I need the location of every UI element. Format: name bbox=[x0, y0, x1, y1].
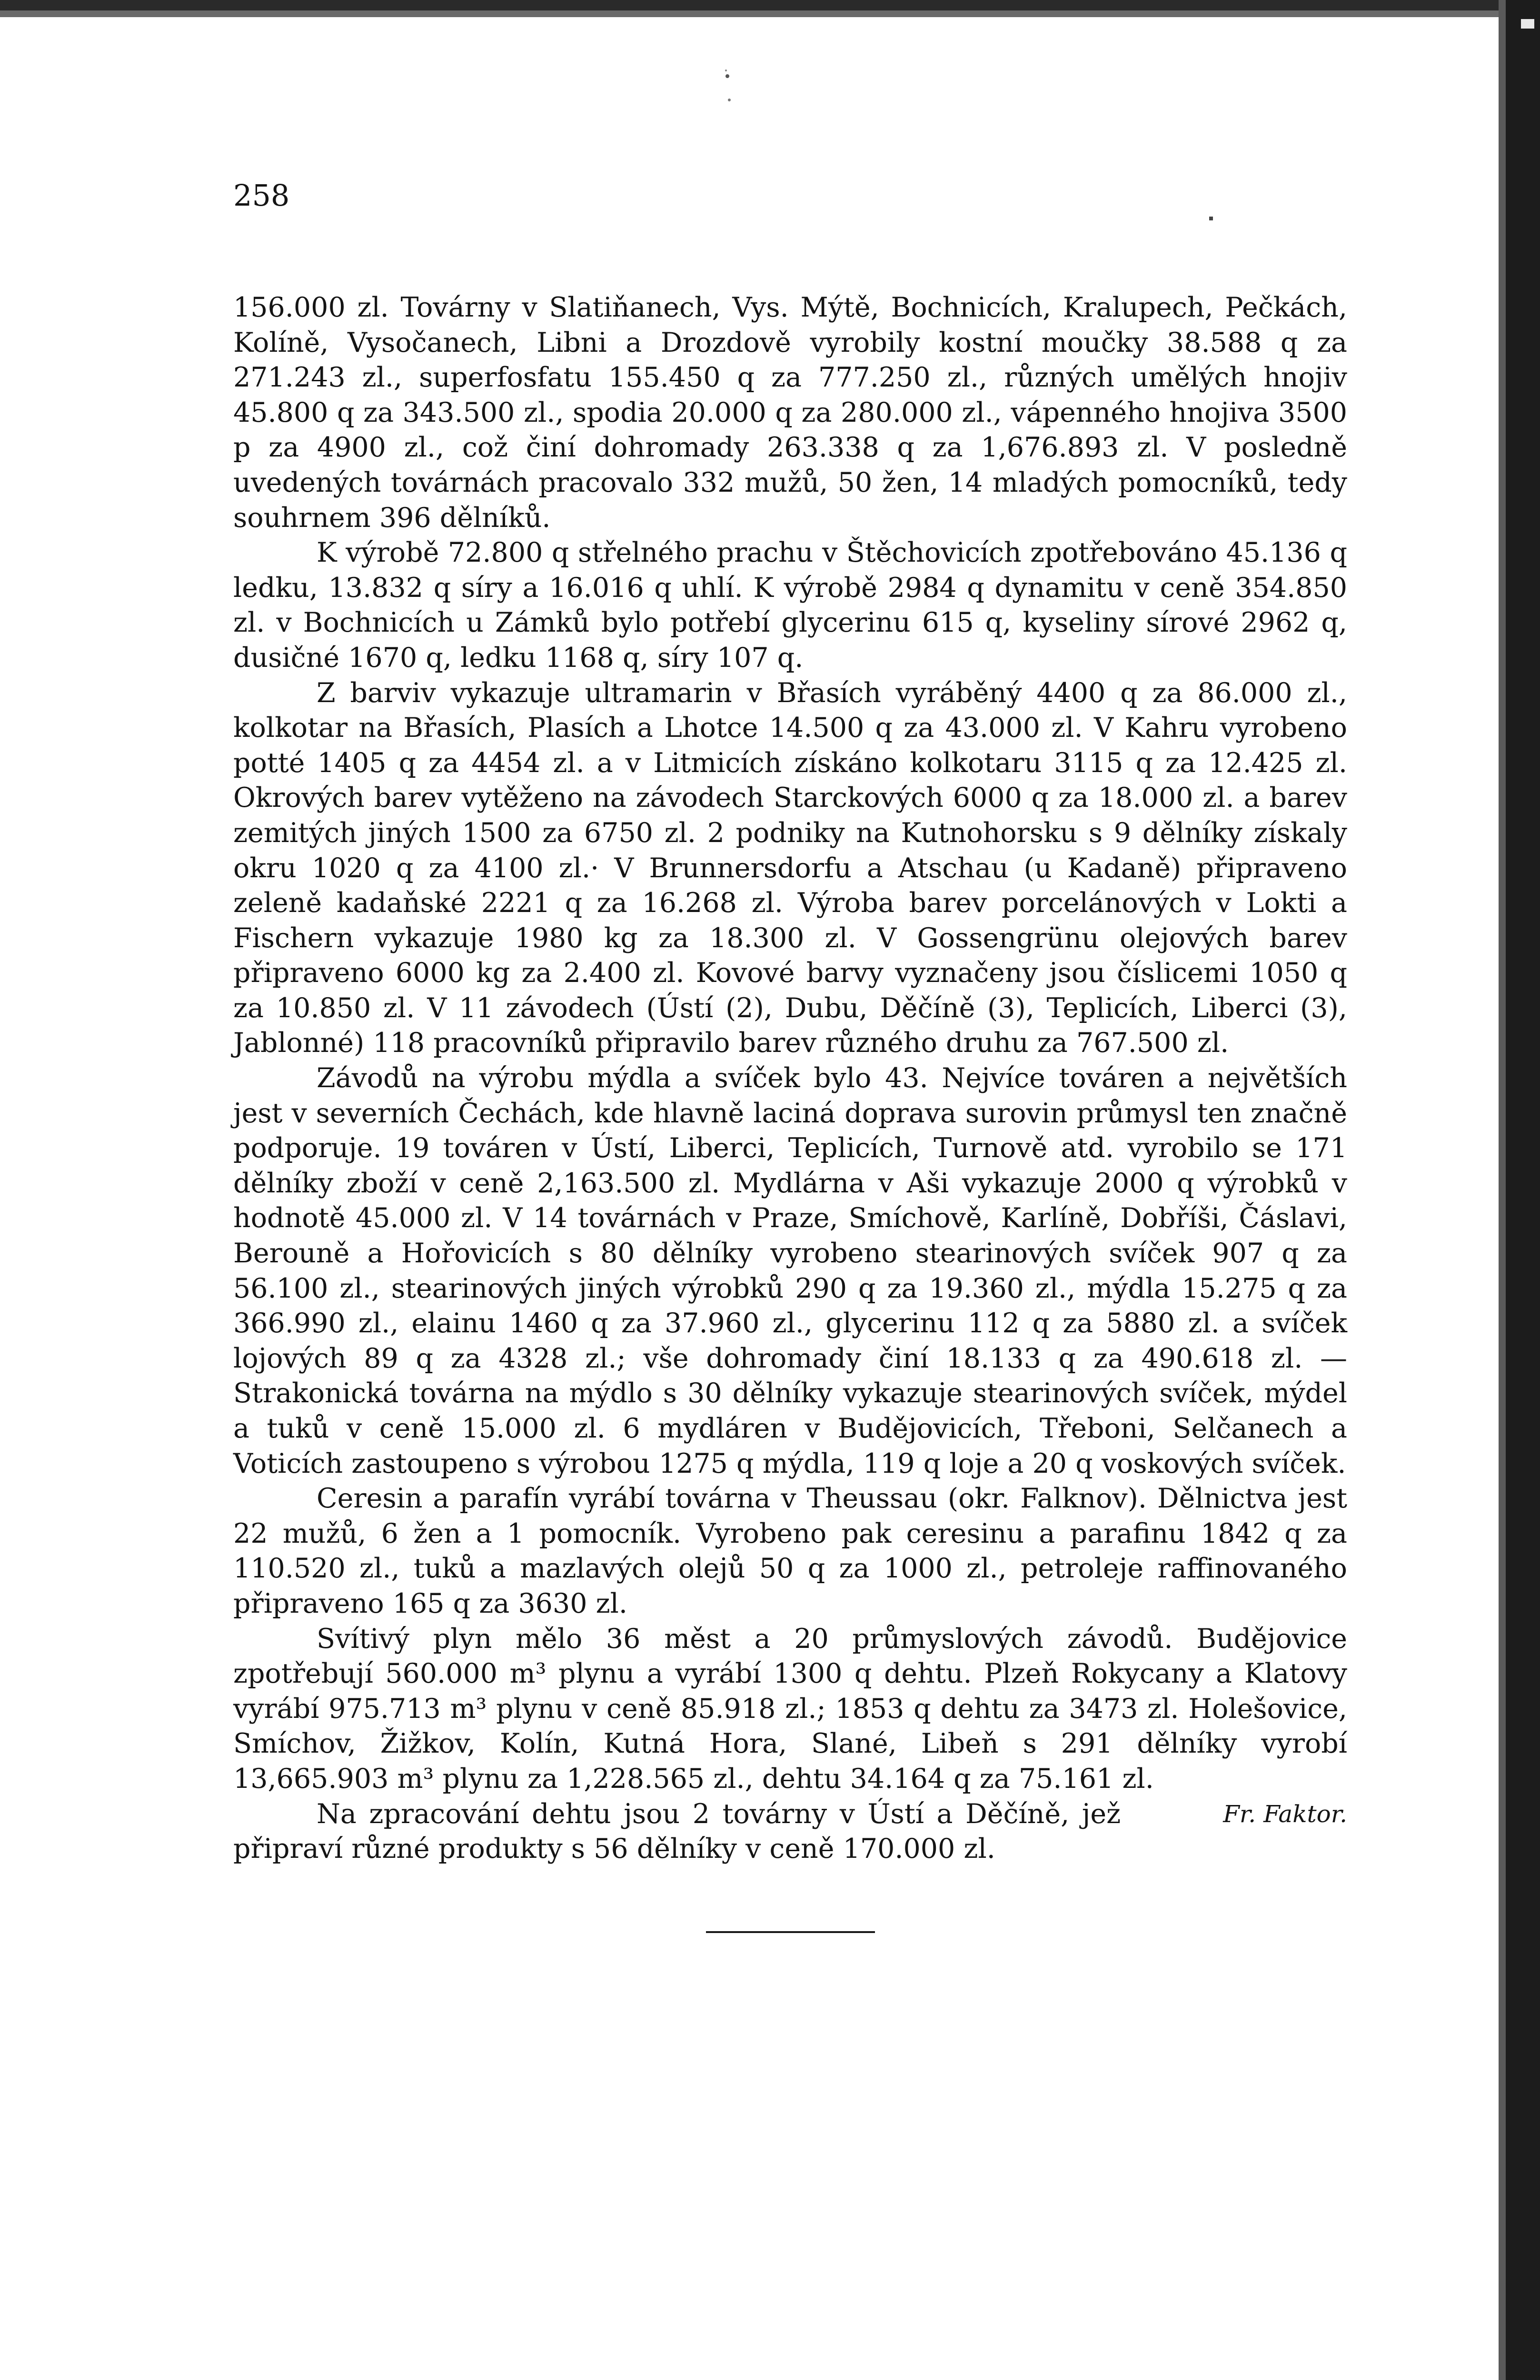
section-end-rule bbox=[706, 1931, 875, 1933]
body-text bbox=[233, 290, 1347, 1867]
paragraph-tar-text: Na zpracování dehtu jsou 2 továrny v Ústí a Děčíně, jež připraví různé produkty s 56 dělníky v ceně 170.000 zl. bbox=[233, 1798, 1121, 1865]
paragraph-gunpowder-dynamite: K výrobě 72.800 q střelného prachu v Štěchovicích zpotřebováno 45.136 q ledku, 13.832 q síry a 16.016 q uhlí. K výrobě 2984 q dynamitu v ceně 354.850 zl. v Bochnicích u Zámků bylo potřebí glycerinu 615 q, kyseliny sírové 2962 q, dusičné 1670 q, ledku 1168 q, síry 107 q. bbox=[233, 537, 1347, 674]
paragraph-lighting-gas: Svítivý plyn mělo 36 měst a 20 průmyslových závodů. Budějovice zpotřebují 560.000 m³ plynu a vyrábí 1300 q dehtu. Plzeň Rokycany a Klatovy vyrábí 975.713 m³ plynu v ceně 85.918 zl.; 1853 q dehtu za 3473 zl. Holešovice, Smíchov, Žižkov, Kolín, Kutná Hora, Slané, Libeň s 291 dělníky vyrobí 13,665.903 m³ plynu za 1,228.565 zl., dehtu 34.164 q za 75.161 zl. bbox=[233, 1623, 1347, 1795]
author-signature: Fr. Faktor. bbox=[1223, 1800, 1347, 1828]
paragraph-tar-processing bbox=[233, 1797, 1347, 1867]
paragraph-soap-candles: Závodů na výrobu mýdla a svíček bylo 43. Nejvíce továren a největších jest v severních Čechách, kde hlavně laciná doprava surovin průmysl ten značně podporuje. 19 továren v Ústí, Liberci, Teplicích, Turnově atd. vyrobilo se 171 dělníky zboží v ceně 2,163.500 zl. Mydlárna v Aši vykazuje 2000 q výrobků v hodnotě 45.000 zl. V 14 továrnách v Praze, Smíchově, Karlíně, Dobříši, Čáslavi, Berouně a Hořovicích s 80 dělníky vyrobeno stearinových svíček 907 q za 56.100 zl., stearinových jiných výrobků 290 q za 19.360 zl., mýdla 15.275 q za 366.990 zl., elainu 1460 q za 37.960 zl., glycerinu 112 q za 5880 zl. a svíček lojových 89 q za 4328 zl.; vše dohromady činí 18.133 q za 490.618 zl. — Strakonická továrna na mýdlo s 30 dělníky vykazuje stearinových svíček, mýdel a tuků v ceně 15.000 zl. 6 mydláren v Budějovicích, Třeboni, Selčanech a Voticích zastoupeno s výrobou 1275 q mýdla, 119 q loje a 20 q voskových svíček. bbox=[233, 1062, 1347, 1479]
document-page bbox=[233, 178, 1347, 2370]
page-number: 258 bbox=[233, 178, 290, 213]
paragraph-ceresin-paraffin: Ceresin a parafín vyrábí továrna v Theussau (okr. Falknov). Dělnictva jest 22 mužů, 6 žen a 1 pomocník. Vyrobeno pak ceresinu a parafinu 1842 q za 110.520 zl., tuků a mazlavých olejů 50 q za 1000 zl., petroleje raffinovaného připraveno 165 q za 3630 zl. bbox=[233, 1483, 1347, 1619]
paragraph-fertilizers: 156.000 zl. Továrny v Slatiňanech, Vys. Mýtě, Bochnicích, Kralupech, Pečkách, Kolíně, Vysočanech, Libni a Drozdově vyrobily kostní moučky 38.588 q za 271.243 zl., superfosfatu 155.450 q za 777.250 zl., různých umělých hnojiv 45.800 q za 343.500 zl., spodia 20.000 q za 280.000 zl., vápenného hnojiva 3500 p za 4900 zl., což činí dohromady 263.338 q za 1,676.893 zl. V posledně uvedených továrnách pracovalo 332 mužů, 50 žen, 14 mladých pomocníků, tedy souhrnem 396 dělníků. bbox=[233, 292, 1347, 534]
paragraph-dyes: Z barviv vykazuje ultramarin v Břasích vyráběný 4400 q za 86.000 zl., kolkotar na Břasích, Plasích a Lhotce 14.500 q za 43.000 zl. V Kahru vyrobeno potté 1405 q za 4454 zl. a v Litmicích získáno kolkotaru 3115 q za 12.425 zl. Okrových barev vytěženo na závodech Starckových 6000 q za 18.000 zl. a barev zemitých jiných 1500 za 6750 zl. 2 podniky na Kutnohorsku s 9 dělníky získaly okru 1020 q za 4100 zl.· V Brunnersdorfu a Atschau (u Kadaně) připraveno zeleně kadaňské 2221 q za 16.268 zl. Výroba barev porcelánových v Lokti a Fischern vykazuje 1980 kg za 18.300 zl. V Gossengrünu olejových barev připraveno 6000 kg za 2.400 zl. Kovové barvy vyznačeny jsou číslicemi 1050 q za 10.850 zl. V 11 závodech (Ústí (2), Dubu, Děčíně (3), Teplicích, Liberci (3), Jablonné) 118 pracovníků připravilo barev různého druhu za 767.500 zl. bbox=[233, 677, 1347, 1059]
